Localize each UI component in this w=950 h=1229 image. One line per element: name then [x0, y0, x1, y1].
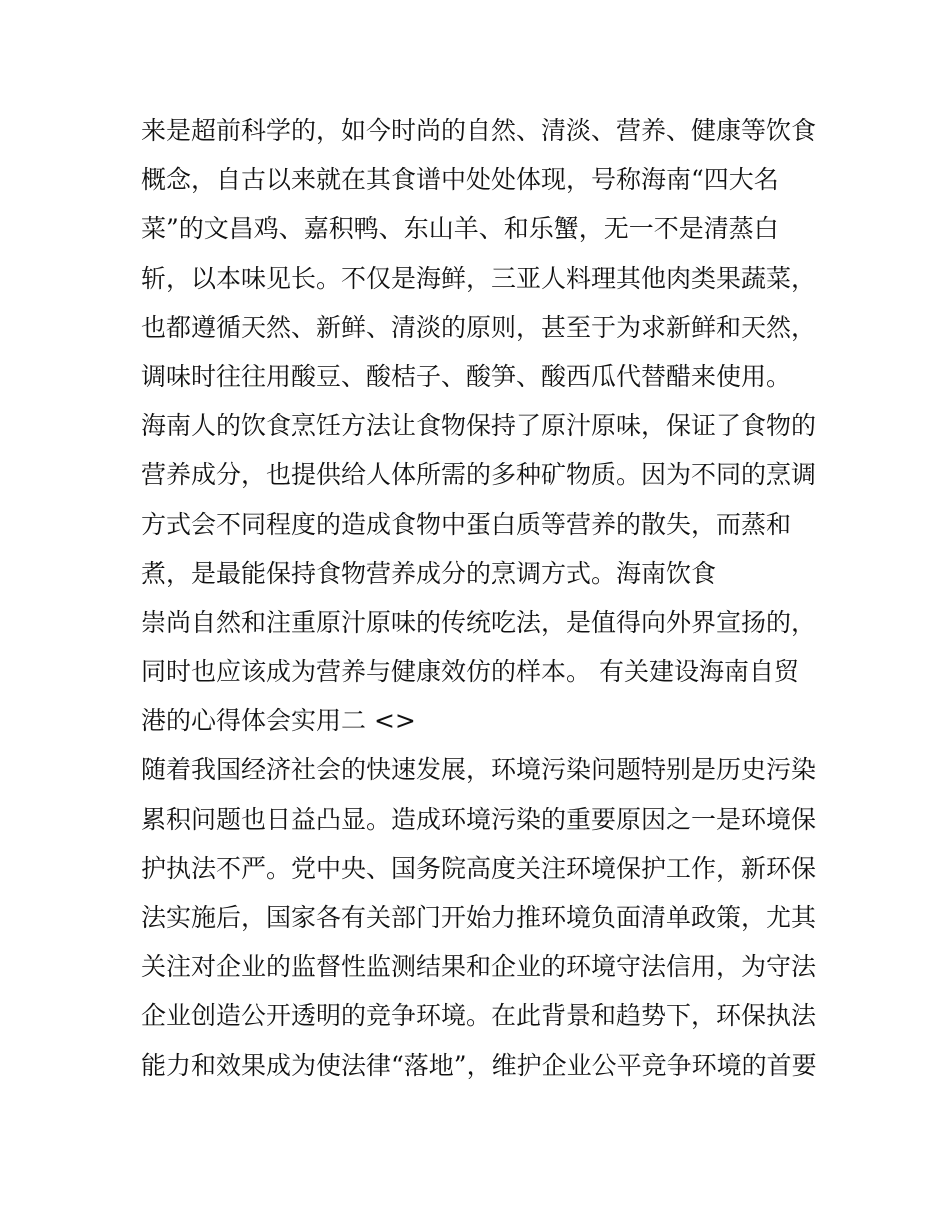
text-line: 法实施后，国家各有关部门开始力推环境负面清单政策，尤其: [141, 903, 817, 932]
text-line: 营养成分，也提供给人体所需的多种矿物质。因为不同的烹调: [141, 460, 817, 490]
text-line: 来是超前科学的，如今时尚的自然、清淡、营养、健康等饮食: [141, 116, 817, 145]
body-text: [141, 106, 841, 1090]
text-line: 崇尚自然和注重原汁原味的传统吃法，是值得向外界宣扬的，: [141, 607, 817, 637]
text-line: 同时也应该成为营养与健康效仿的样本。 有关建设海南自贸: [141, 657, 799, 687]
text-line: 调味时往往用酸豆、酸桔子、酸笋、酸西瓜代替醋来使用。: [141, 361, 792, 391]
text-line: 关注对企业的监督性监测结果和企业的环境守法信用，为守法: [141, 952, 817, 982]
section-heading: 港的心得体会实用二 <>: [141, 706, 416, 736]
text-line: 海南人的饮食烹饪方法让食物保持了原汁原味，保证了食物的: [141, 411, 817, 441]
text-line: 煮，是最能保持食物营养成分的烹调方式。海南饮食: [141, 558, 717, 588]
text-line: 方式会不同程度的造成食物中蛋白质等营养的散失，而蒸和: [141, 509, 792, 539]
text-line: 概念，自古以来就在其食谱中处处体现，号称海南“四大名: [141, 165, 779, 195]
text-line: 随着我国经济社会的快速发展，环境污染问题特别是历史污染: [141, 755, 817, 785]
text-line: 企业创造公开透明的竞争环境。在此背景和趋势下，环保执法: [141, 1001, 817, 1031]
text-line: 菜”的文昌鸡、嘉积鸭、东山羊、和乐蟹，无一不是清蒸白: [141, 214, 779, 244]
text-line: 累积问题也日益凸显。造成环境污染的重要原因之一是环境保: [141, 804, 817, 834]
text-line: 能力和效果成为使法律“落地”，维护企业公平竞争环境的首要: [141, 1050, 817, 1080]
text-line: 也都遵循天然、新鲜、清淡的原则，甚至于为求新鲜和天然，: [141, 312, 817, 342]
text-line: 护执法不严。党中央、国务院高度关注环境保护工作，新环保: [141, 853, 817, 883]
text-line: 斩，以本味见长。不仅是海鲜，三亚人料理其他肉类果蔬菜，: [141, 263, 817, 293]
